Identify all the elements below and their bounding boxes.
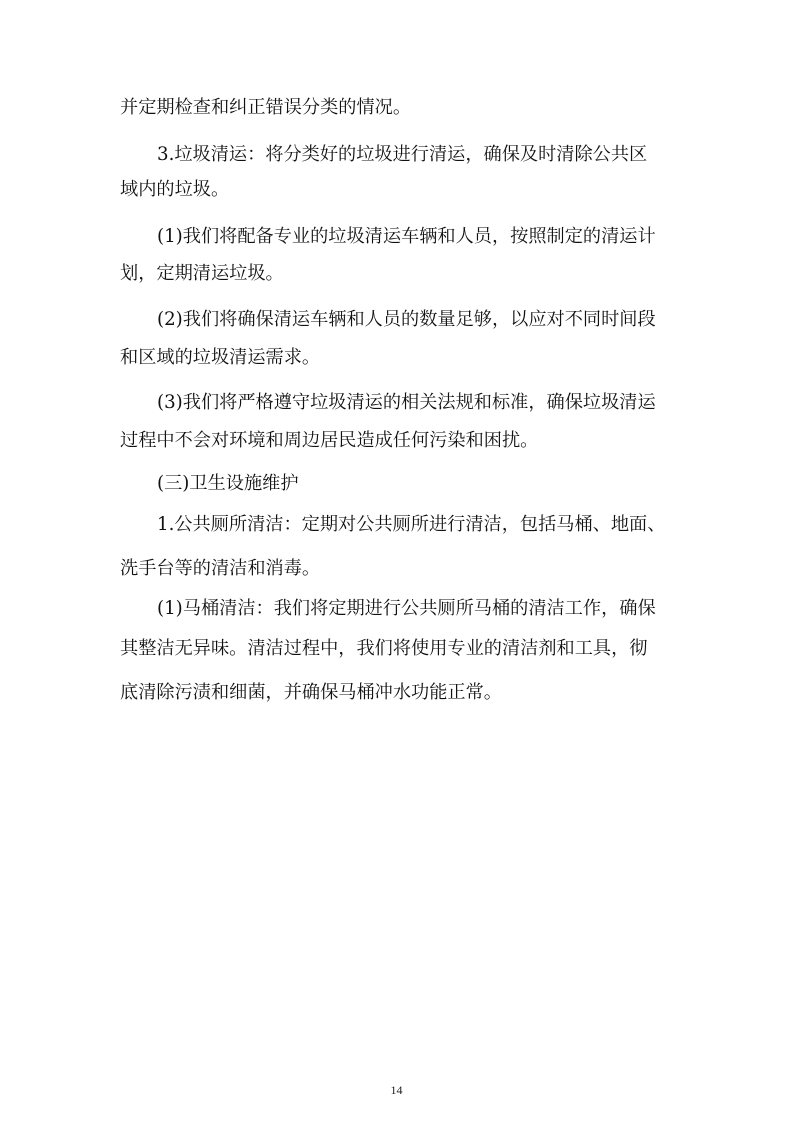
- text-line: 其整洁无异味。清洁过程中，我们将使用专业的清洁剂和工具，彻: [120, 638, 648, 659]
- text-line: (2)我们将确保清运车辆和人员的数量足够，以应对不同时间段: [157, 309, 656, 330]
- text-line: 并定期检查和纠正错误分类的情况。: [120, 97, 412, 118]
- text-line: 域内的垃圾。: [120, 179, 230, 200]
- text-line: 划，定期清运垃圾。: [120, 263, 284, 284]
- page-number: 14: [390, 1083, 403, 1097]
- text-line: (1)我们将配备专业的垃圾清运车辆和人员，按照制定的清运计: [157, 226, 656, 247]
- text-line: (3)我们将严格遵守垃圾清运的相关法规和标准，确保垃圾清运: [157, 392, 656, 413]
- text-line: 1.公共厕所清洁：定期对公共厕所进行清洁，包括马桶、地面、: [157, 514, 666, 535]
- text-line: 过程中不会对环境和周边居民造成任何污染和困扰。: [120, 430, 539, 451]
- text-line: 底清除污渍和细菌，并确保马桶冲水功能正常。: [120, 682, 502, 703]
- text-line: 洗手台等的清洁和消毒。: [120, 558, 321, 579]
- text-line: 和区域的垃圾清运需求。: [120, 347, 321, 368]
- section-heading: (三)卫生设施维护: [157, 473, 299, 494]
- text-line: 3.垃圾清运：将分类好的垃圾进行清运，确保及时清除公共区: [157, 144, 648, 165]
- text-line: (1)马桶清洁：我们将定期进行公共厕所马桶的清洁工作，确保: [157, 598, 656, 619]
